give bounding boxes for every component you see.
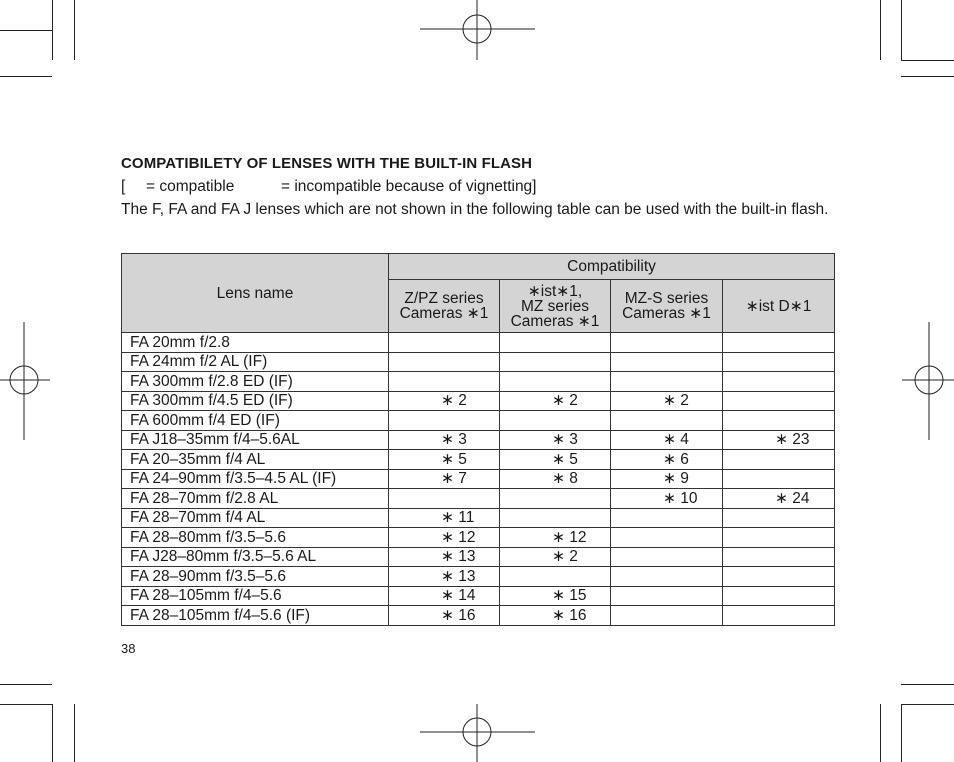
crop-mark — [901, 704, 954, 705]
header-column — [611, 280, 723, 333]
registration-mark-right — [902, 322, 954, 440]
page-heading: COMPATIBILETY OF LENSES WITH THE BUILT-IN FLASH — [121, 155, 533, 172]
compatibility-cell — [723, 606, 835, 626]
table-row — [122, 391, 835, 411]
crop-mark — [0, 684, 52, 685]
registration-mark-bottom — [420, 700, 535, 762]
compatibility-cell: ∗ 23 — [723, 430, 835, 450]
compatibility-cell: ∗ 5 — [500, 450, 611, 470]
lens-compatibility-table — [121, 253, 835, 626]
table-row — [122, 586, 835, 606]
lens-name-cell: FA 300mm f/2.8 ED (IF) — [122, 372, 389, 392]
compatibility-cell — [723, 333, 835, 353]
header-compatibility: Compatibility — [389, 254, 835, 280]
compatibility-cell — [389, 411, 500, 431]
crop-mark — [901, 60, 954, 61]
lens-name-cell: FA 28–105mm f/4–5.6 (IF) — [122, 606, 389, 626]
lens-name-cell: FA 28–105mm f/4–5.6 — [122, 586, 389, 606]
table-row — [122, 489, 835, 509]
header-line: MZ-S series — [624, 290, 709, 307]
compatibility-cell — [500, 352, 611, 372]
compatibility-cell — [723, 547, 835, 567]
lens-name-cell: FA 600mm f/4 ED (IF) — [122, 411, 389, 431]
compatibility-cell: ∗ 13 — [389, 547, 500, 567]
crop-mark — [74, 704, 75, 762]
crop-mark — [880, 704, 881, 762]
registration-mark-left — [0, 322, 50, 440]
compatibility-cell: ∗ 12 — [500, 528, 611, 548]
registration-mark-top — [420, 0, 535, 62]
compatibility-cell — [723, 391, 835, 411]
header-column — [500, 280, 611, 333]
table-row — [122, 547, 835, 567]
compatibility-cell — [500, 508, 611, 528]
compatibility-cell — [500, 567, 611, 587]
compatibility-cell: ∗ 15 — [500, 586, 611, 606]
header-line: Cameras ∗1 — [510, 312, 600, 330]
compatibility-cell — [723, 528, 835, 548]
compatibility-cell — [611, 567, 723, 587]
compatibility-cell — [723, 352, 835, 372]
header-line: MZ series — [520, 297, 590, 315]
header-column — [389, 280, 500, 333]
compatibility-cell — [723, 469, 835, 489]
compatibility-cell: ∗ 9 — [611, 469, 723, 489]
table-row — [122, 567, 835, 587]
compatibility-cell: ∗ 2 — [500, 391, 611, 411]
compatibility-cell: ∗ 8 — [500, 469, 611, 489]
table-row — [122, 333, 835, 353]
compatibility-cell: ∗ 4 — [611, 430, 723, 450]
table-row — [122, 469, 835, 489]
compatibility-cell — [611, 547, 723, 567]
table-row — [122, 606, 835, 626]
crop-mark — [52, 704, 53, 762]
header-line: ∗ist∗1, — [527, 282, 583, 300]
lens-name-cell: FA 300mm f/4.5 ED (IF) — [122, 391, 389, 411]
lens-name-cell: FA 28–80mm f/3.5–5.6 — [122, 528, 389, 548]
compatibility-cell: ∗ 11 — [389, 508, 500, 528]
compatibility-cell — [389, 352, 500, 372]
lens-name-cell: FA 28–90mm f/3.5–5.6 — [122, 567, 389, 587]
crop-mark — [0, 704, 52, 705]
compatibility-cell — [723, 586, 835, 606]
compatibility-cell: ∗ 16 — [500, 606, 611, 626]
table-row — [122, 372, 835, 392]
compatibility-cell — [611, 586, 723, 606]
header-line: Cameras ∗1 — [622, 305, 711, 322]
compatibility-cell — [500, 372, 611, 392]
compatibility-cell: ∗ 2 — [500, 547, 611, 567]
lens-name-cell: FA 20–35mm f/4 AL — [122, 450, 389, 470]
lens-name-cell: FA 28–70mm f/4 AL — [122, 508, 389, 528]
compatibility-cell — [500, 411, 611, 431]
compatibility-cell — [723, 567, 835, 587]
compatibility-cell: ∗ 14 — [389, 586, 500, 606]
compatibility-cell: ∗ 3 — [500, 430, 611, 450]
compatibility-cell — [389, 372, 500, 392]
compatibility-cell — [389, 333, 500, 353]
compatibility-cell — [611, 333, 723, 353]
compatibility-cell — [611, 606, 723, 626]
compatibility-cell — [611, 352, 723, 372]
crop-mark — [901, 76, 954, 77]
table-row — [122, 411, 835, 431]
crop-mark — [901, 704, 902, 762]
compatibility-cell: ∗ 2 — [611, 391, 723, 411]
legend-open-bracket: [ — [121, 178, 126, 195]
compatibility-cell — [389, 489, 500, 509]
legend-compatible: = compatible — [146, 178, 235, 195]
lens-name-cell: FA 20mm f/2.8 — [122, 333, 389, 353]
crop-mark — [901, 684, 954, 685]
lens-name-cell: FA 28–70mm f/2.8 AL — [122, 489, 389, 509]
compatibility-cell: ∗ 2 — [389, 391, 500, 411]
table-row — [122, 430, 835, 450]
compatibility-cell — [723, 372, 835, 392]
compatibility-cell — [723, 508, 835, 528]
header-line: ∗ist D∗1 — [745, 297, 812, 315]
crop-mark — [0, 30, 52, 31]
page-number: 38 — [121, 641, 136, 656]
compatibility-cell — [611, 372, 723, 392]
compatibility-cell: ∗ 13 — [389, 567, 500, 587]
crop-mark — [901, 0, 902, 60]
legend-incompatible: = incompatible because of vignetting] — [281, 178, 537, 195]
crop-mark — [74, 0, 75, 60]
crop-mark — [0, 76, 52, 77]
compatibility-cell: ∗ 12 — [389, 528, 500, 548]
compatibility-cell — [611, 508, 723, 528]
crop-mark — [52, 0, 53, 60]
compatibility-cell: ∗ 5 — [389, 450, 500, 470]
lens-name-cell: FA 24mm f/2 AL (IF) — [122, 352, 389, 372]
compatibility-cell: ∗ 3 — [389, 430, 500, 450]
compatibility-cell — [723, 411, 835, 431]
header-line: Cameras ∗1 — [399, 305, 489, 322]
compatibility-cell — [500, 489, 611, 509]
compatibility-cell — [500, 333, 611, 353]
lens-name-cell: FA J28–80mm f/3.5–5.6 AL — [122, 547, 389, 567]
crop-mark — [880, 0, 881, 60]
lens-name-cell: FA 24–90mm f/3.5–4.5 AL (IF) — [122, 469, 389, 489]
compatibility-cell: ∗ 6 — [611, 450, 723, 470]
compatibility-cell — [723, 450, 835, 470]
table-row — [122, 508, 835, 528]
table-row — [122, 352, 835, 372]
compatibility-cell: ∗ 16 — [389, 606, 500, 626]
compatibility-cell: ∗ 7 — [389, 469, 500, 489]
intro-paragraph: The F, FA and FA J lenses which are not shown in the following table can be used with the built-in flash. — [121, 201, 829, 218]
compatibility-cell — [611, 411, 723, 431]
table-row — [122, 450, 835, 470]
lens-name-cell: FA J18–35mm f/4–5.6AL — [122, 430, 389, 450]
table-row — [122, 528, 835, 548]
header-column — [723, 280, 835, 333]
header-lens-name: Lens name — [122, 254, 389, 333]
compatibility-cell — [611, 528, 723, 548]
compatibility-cell: ∗ 24 — [723, 489, 835, 509]
compatibility-cell: ∗ 10 — [611, 489, 723, 509]
header-line: Z/PZ series — [404, 290, 484, 307]
